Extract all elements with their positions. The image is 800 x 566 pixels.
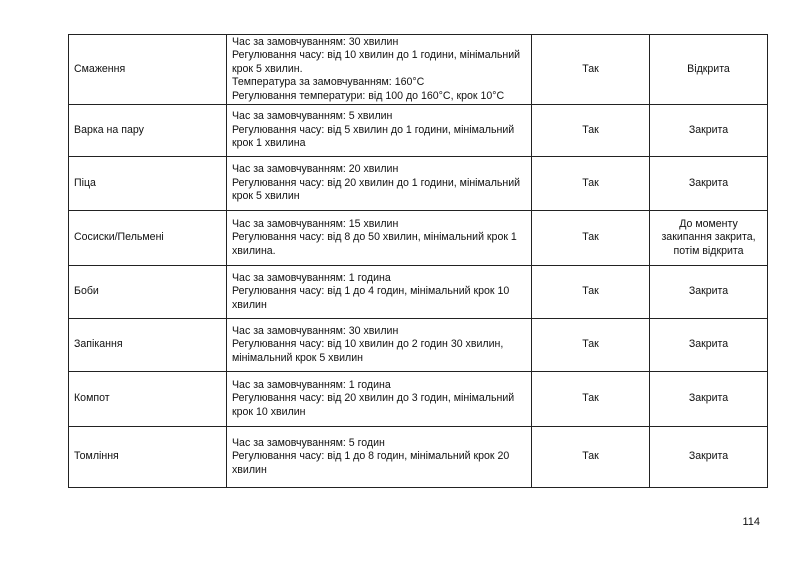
mode-name-cell: Смаження (69, 35, 227, 105)
description-line: Регулювання часу: від 10 хвилин до 1 години, мінімальний крок 5 хвилин. (232, 49, 521, 75)
page-number: 114 (742, 516, 760, 528)
mode-description-cell (227, 372, 532, 427)
lid-state-cell: Закрита (650, 105, 768, 157)
mode-description-cell (227, 105, 532, 157)
description-line: Регулювання часу: від 5 хвилин до 1 години, мінімальний крок 1 хвилина (232, 123, 515, 150)
description-line: Регулювання часу: від 20 хвилин до 3 годин, мінімальний крок 10 хвилин (232, 392, 515, 418)
delay-start-cell: Так (532, 319, 650, 372)
lid-state-cell: Закрита (650, 319, 768, 372)
delay-start-cell: Так (532, 35, 650, 105)
mode-description-cell (227, 157, 532, 211)
delay-start-cell: Так (532, 211, 650, 266)
description-line: Регулювання часу: від 1 до 4 годин, мінімальний крок 10 хвилин (232, 285, 510, 311)
mode-name-cell: Компот (69, 372, 227, 427)
mode-name-cell: Сосиски/Пельмені (69, 211, 227, 266)
description-line: Час за замовчуванням: 20 хвилин (232, 163, 399, 176)
mode-description-cell (227, 211, 532, 266)
lid-state-cell: Відкрита (650, 35, 768, 105)
mode-description-cell (227, 427, 532, 488)
description-line: Регулювання часу: від 20 хвилин до 1 години, мінімальний крок 5 хвилин (232, 176, 521, 203)
description-line: Час за замовчуванням: 1 година (232, 378, 391, 391)
table-row (69, 105, 768, 157)
table-row (69, 266, 768, 319)
mode-name-cell: Запікання (69, 319, 227, 372)
lid-state-cell: Закрита (650, 266, 768, 319)
table-row (69, 211, 768, 266)
delay-start-cell: Так (532, 372, 650, 427)
table-row (69, 35, 768, 105)
mode-description-cell (227, 319, 532, 372)
lid-state-cell: Закрита (650, 157, 768, 211)
table-row (69, 319, 768, 372)
delay-start-cell: Так (532, 157, 650, 211)
delay-start-cell: Так (532, 105, 650, 157)
table-row (69, 372, 768, 427)
description-line: Час за замовчуванням: 5 годин (232, 436, 385, 449)
description-line: Температура за замовчуванням: 160°C (232, 76, 425, 89)
cooking-modes-table-body (69, 35, 768, 488)
mode-name-cell: Варка на пару (69, 105, 227, 157)
cooking-modes-table (68, 34, 768, 488)
description-line: Час за замовчуванням: 1 година (232, 271, 391, 284)
mode-name-cell: Боби (69, 266, 227, 319)
table-row (69, 427, 768, 488)
lid-state-cell: Закрита (650, 372, 768, 427)
mode-description-cell (227, 266, 532, 319)
description-line: Час за замовчуванням: 30 хвилин (232, 324, 399, 337)
lid-state-cell: До моменту закипання закрита, потім відкрита (650, 211, 768, 266)
description-line: Час за замовчуванням: 5 хвилин (232, 110, 393, 123)
delay-start-cell: Так (532, 427, 650, 488)
description-line: Час за замовчуванням: 30 хвилин (232, 35, 399, 48)
description-line: Регулювання часу: від 1 до 8 годин, мінімальний крок 20 хвилин (232, 450, 510, 476)
description-line: Регулювання часу: від 10 хвилин до 2 годин 30 хвилин, мінімальний крок 5 хвилин (232, 338, 504, 364)
description-line: Регулювання температури: від 100 до 160°C, крок 10°C (232, 89, 505, 102)
mode-name-cell: Томління (69, 427, 227, 488)
description-line: Регулювання часу: від 8 до 50 хвилин, мінімальний крок 1 хвилина. (232, 231, 517, 257)
lid-state-cell: Закрита (650, 427, 768, 488)
description-line: Час за замовчуванням: 15 хвилин (232, 217, 399, 230)
delay-start-cell: Так (532, 266, 650, 319)
mode-name-cell: Піца (69, 157, 227, 211)
table-row (69, 157, 768, 211)
mode-description-cell (227, 35, 532, 105)
